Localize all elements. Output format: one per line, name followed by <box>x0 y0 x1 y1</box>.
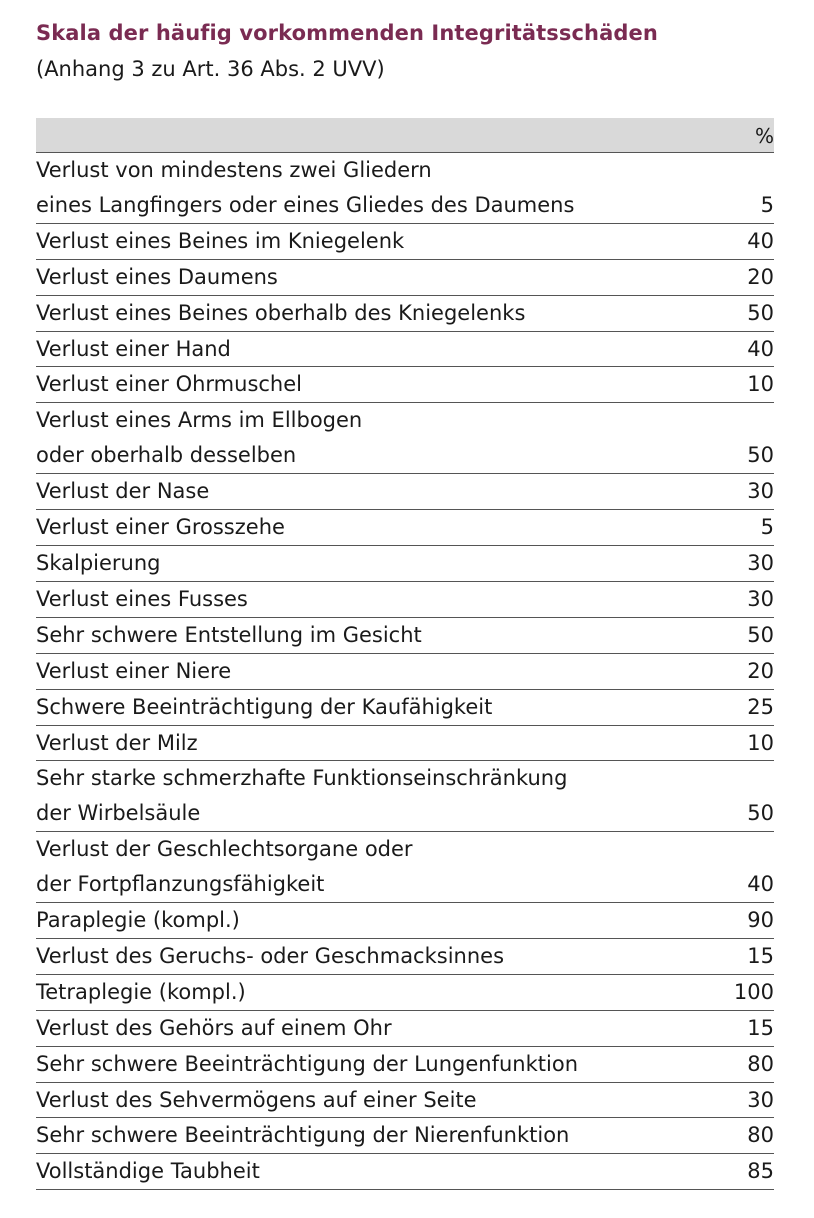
row-label: Sehr schwere Beeinträchtigung der Nierenfunktion <box>36 1123 570 1148</box>
table-row <box>36 726 774 762</box>
table-row <box>36 618 774 654</box>
document-title: Skala der häufig vorkommenden Integritätsschäden <box>36 21 658 45</box>
row-percent-value: 50 <box>747 443 774 468</box>
row-label: Verlust einer Grosszehe <box>36 515 285 540</box>
row-label: Verlust des Gehörs auf einem Ohr <box>36 1015 392 1040</box>
row-percent-value: 30 <box>747 550 774 575</box>
row-label: Vollständige Taubheit <box>36 1159 260 1184</box>
table-row <box>36 903 774 939</box>
row-label: Sehr schwere Beeinträchtigung der Lungenfunktion <box>36 1051 579 1076</box>
table-body <box>36 153 774 1190</box>
row-label: Verlust einer Niere <box>36 658 232 683</box>
row-label: Sehr starke schmerzhafte Funktionseinschränkung der Wirbelsäule <box>36 766 568 826</box>
table-row <box>36 582 774 618</box>
row-label: Verlust eines Beines oberhalb des Kniegelenks <box>36 300 526 325</box>
row-label: Verlust von mindestens zwei Gliedern eines Langfingers oder eines Gliedes des Daumens <box>36 158 575 217</box>
row-label: Sehr schwere Entstellung im Gesicht <box>36 622 422 647</box>
table-row <box>36 224 774 260</box>
row-label: Verlust der Geschlechtsorgane oder der Fortpflanzungsfähigkeit <box>36 837 413 897</box>
integrity-damage-table <box>36 118 774 1190</box>
table-row <box>36 939 774 975</box>
document-subtitle: (Anhang 3 zu Art. 36 Abs. 2 UVV) <box>36 57 385 81</box>
row-label: Verlust des Geruchs- oder Geschmacksinnes <box>36 943 505 968</box>
table-row <box>36 761 774 832</box>
table-row <box>36 296 774 332</box>
table-row <box>36 474 774 510</box>
table-row <box>36 332 774 368</box>
row-percent-value: 10 <box>747 730 774 755</box>
row-percent-value: 5 <box>760 515 774 540</box>
row-percent-value: 5 <box>760 192 774 217</box>
row-label: Verlust einer Ohrmuschel <box>36 372 302 397</box>
table-row <box>36 690 774 726</box>
row-percent-value: 20 <box>747 264 774 289</box>
table-row <box>36 367 774 403</box>
row-label: Verlust eines Fusses <box>36 586 248 611</box>
table-row <box>36 1011 774 1047</box>
table-row <box>36 1154 774 1190</box>
row-percent-value: 30 <box>747 1087 774 1112</box>
row-label: Verlust einer Hand <box>36 336 231 361</box>
row-label: Schwere Beeinträchtigung der Kaufähigkeit <box>36 694 493 719</box>
row-percent-value: 25 <box>747 694 774 719</box>
row-percent-value: 85 <box>747 1159 774 1184</box>
row-percent-value: 30 <box>747 479 774 504</box>
row-percent-value: 100 <box>733 979 774 1004</box>
row-percent-value: 50 <box>747 801 774 826</box>
table-row <box>36 1118 774 1154</box>
row-percent-value: 80 <box>747 1123 774 1148</box>
row-label: Verlust eines Arms im Ellbogen oder oberhalb desselben <box>36 408 363 468</box>
row-percent-value: 40 <box>747 228 774 253</box>
row-label: Verlust der Nase <box>36 479 210 504</box>
table-row <box>36 1047 774 1083</box>
row-percent-value: 40 <box>747 336 774 361</box>
table-row <box>36 546 774 582</box>
row-label: Tetraplegie (kompl.) <box>36 979 246 1004</box>
row-percent-value: 30 <box>747 586 774 611</box>
row-label: Skalpierung <box>36 550 161 575</box>
row-percent-value: 50 <box>747 622 774 647</box>
table-header <box>36 118 774 153</box>
row-percent-value: 15 <box>747 1015 774 1040</box>
row-label: Paraplegie (kompl.) <box>36 908 240 933</box>
table-row <box>36 975 774 1011</box>
row-percent-value: 50 <box>747 300 774 325</box>
row-label: Verlust der Milz <box>36 730 198 755</box>
table-row <box>36 654 774 690</box>
table-row <box>36 1083 774 1119</box>
row-percent-value: 10 <box>747 372 774 397</box>
row-percent-value: 15 <box>747 943 774 968</box>
row-label: Verlust eines Beines im Kniegelenk <box>36 228 405 253</box>
table-row <box>36 832 774 903</box>
row-percent-value: 40 <box>747 872 774 897</box>
table-row <box>36 510 774 546</box>
table-row <box>36 153 774 224</box>
row-percent-value: 90 <box>747 908 774 933</box>
percent-column-header: % <box>754 124 774 148</box>
row-percent-value: 20 <box>747 658 774 683</box>
row-label: Verlust des Sehvermögens auf einer Seite <box>36 1087 477 1112</box>
row-label: Verlust eines Daumens <box>36 264 278 289</box>
row-percent-value: 80 <box>747 1051 774 1076</box>
table-row <box>36 403 774 474</box>
table-row <box>36 260 774 296</box>
